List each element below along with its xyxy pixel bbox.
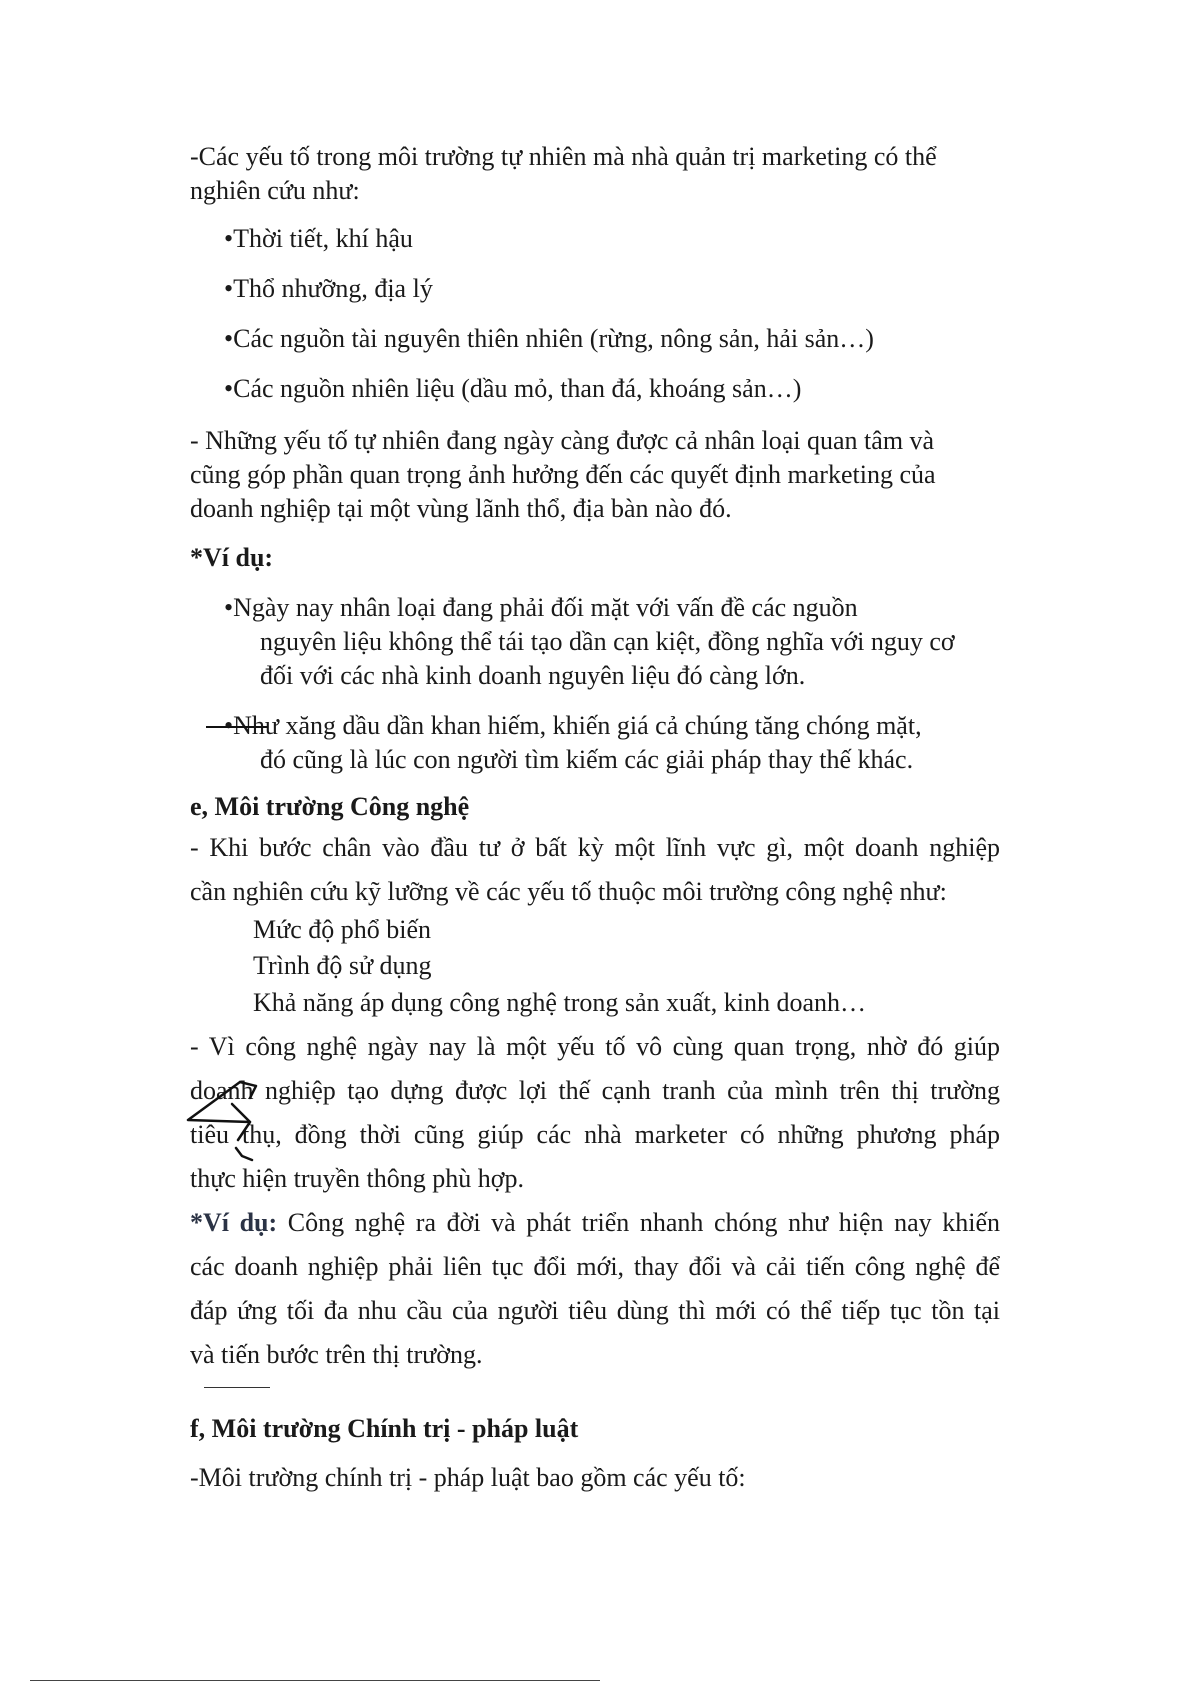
natural-note-line-1: - Những yếu tố tự nhiên đang ngày càng được cả nhân loại quan tâm và [190,426,935,455]
natural-example2-text: xăng dầu dần khan hiếm, khiến giá cả chúng tăng chóng mặt, [278,711,922,740]
technology-example-line-2: các doanh nghiệp phải liên tục đổi mới, thay đổi và cải tiến công nghệ để [190,1252,1000,1281]
natural-note-line-3: doanh nghiệp tại một vùng lãnh thổ, địa bàn nào đó. [190,494,732,523]
technology-reason-line-3: tiêu thụ, đồng thời cũng giúp các nhà marketer có những phương pháp [190,1120,1000,1149]
natural-intro-line-2: nghiên cứu như: [190,176,360,205]
natural-example1-line-3: đối với các nhà kinh doanh nguyên liệu đó càng lớn. [260,661,806,690]
political-intro: -Môi trường chính trị - pháp luật bao gồm các yếu tố: [190,1463,746,1492]
natural-example2-line-2: đó cũng là lúc con người tìm kiếm các giải pháp thay thế khác. [260,745,914,774]
technology-intro-line-1: - Khi bước chân vào đầu tư ở bất kỳ một lĩnh vực gì, một doanh nghiệp [190,833,1000,862]
technology-example-text: Công nghệ ra đời và phát triển nhanh chóng như hiện nay khiến [277,1208,1001,1237]
natural-example1-line-2: nguyên liệu không thể tái tạo dần cạn kiệt, đồng nghĩa với nguy cơ [260,627,955,656]
technology-heading: e, Môi trường Công nghệ [190,792,470,821]
technology-example-line-3: đáp ứng tối đa nhu cầu của người tiêu dùng thì mới có thể tiếp tục tồn tại [190,1296,1000,1325]
natural-bullet-resources: •Các nguồn tài nguyên thiên nhiên (rừng, nông sản, hải sản…) [224,324,874,353]
technology-reason-line-1: - Vì công nghệ ngày nay là một yếu tố vô cùng quan trọng, nhờ đó giúp [190,1032,1000,1061]
natural-example-label: *Ví dụ: [190,543,274,572]
natural-bullet-fuels: •Các nguồn nhiên liệu (dầu mỏ, than đá, khoáng sản…) [224,374,802,403]
technology-example-line-4: và tiến bước trên thị trường. [190,1340,483,1369]
correction-arrow-icon [188,1082,256,1160]
technology-factor-popularity: Mức độ phổ biến [253,915,432,944]
natural-example1-line-1: •Ngày nay nhân loại đang phải đối mặt với vấn đề các nguồn [224,593,858,622]
natural-intro-line-1: -Các yếu tố trong môi trường tự nhiên mà nhà quản trị marketing có thể [190,142,937,171]
natural-note-line-2: cũng góp phần quan trọng ảnh hưởng đến các quyết định marketing của [190,460,936,489]
technology-intro-line-2: cần nghiên cứu kỹ lưỡng về các yếu tố thuộc môi trường công nghệ như: [190,877,947,906]
technology-example-label: *Ví dụ: [190,1208,278,1237]
technology-factor-application: Khả năng áp dụng công nghệ trong sản xuất, kinh doanh… [253,988,867,1017]
natural-bullet-weather: •Thời tiết, khí hậu [224,224,413,253]
natural-bullet-soil: •Thổ nhưỡng, địa lý [224,274,433,303]
technology-reason-line-2: doanh nghiệp tạo dựng được lợi thế cạnh tranh của mình trên thị trường [190,1076,1000,1105]
technology-factor-skill: Trình độ sử dụng [253,951,432,980]
natural-example2-bullet: •Như [224,711,279,740]
political-heading: f, Môi trường Chính trị - pháp luật [190,1414,579,1443]
technology-reason-line-4: thực hiện truyền thông phù hợp. [190,1164,525,1193]
